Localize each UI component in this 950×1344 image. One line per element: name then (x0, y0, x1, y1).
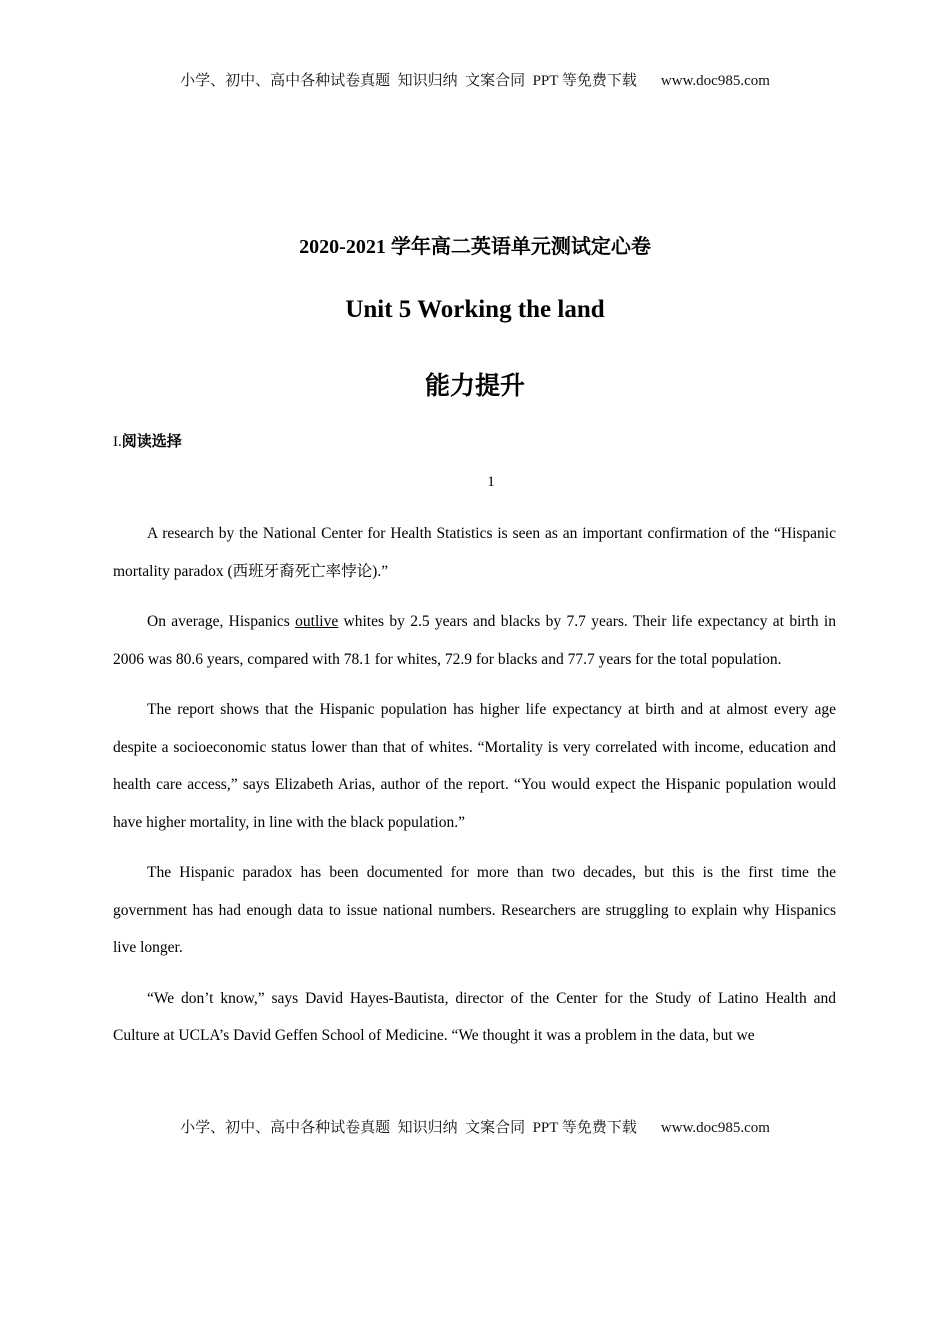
header-text: 小学、初中、高中各种试卷真题 知识归纳 文案合同 PPT 等免费下载 (180, 73, 637, 89)
paragraph-5: “We don’t know,” says David Hayes-Bautista, director of the Center for the Study of Latino Health and Culture at UCLA’s David Geffen School of Medicine. “We thought it was a problem in the data, but we (113, 989, 836, 1044)
section-heading (113, 430, 182, 451)
footer-text: 小学、初中、高中各种试卷真题 知识归纳 文案合同 PPT 等免费下载 (180, 1120, 637, 1136)
header-url[interactable]: www.doc985.com (660, 73, 770, 89)
page-footer (0, 1116, 950, 1137)
page-header (0, 69, 950, 90)
paragraph-2-end: whites by 2.5 years and blacks by 7.7 years. Their life expectancy at birth in 2006 was 80.6 years, compared with 78.1 for whites, 72.9 for blacks and 77.7 years for the total population. (113, 613, 836, 668)
footer-url[interactable]: www.doc985.com (660, 1120, 770, 1136)
underlined-word: outlive (295, 613, 339, 630)
passage-body (113, 515, 836, 1068)
document-title: 2020-2021 学年高二英语单元测试定心卷 (299, 236, 651, 258)
section-prefix: I. (113, 434, 122, 450)
paragraph-4: The Hispanic paradox has been documented for more than two decades, but this is the first time the government has had enough data to issue national numbers. Researchers are struggling to explain why Hispanics live longer. (113, 864, 836, 956)
paragraph-2-start: On average, Hispanics (147, 613, 296, 630)
unit-title: Unit 5 Working the land (345, 296, 605, 323)
passage-number: 1 (487, 474, 495, 490)
section-label: 阅读选择 (121, 432, 182, 450)
level-subtitle: 能力提升 (424, 371, 525, 400)
paragraph-1: A research by the National Center for Health Statistics is seen as an important confirmation of the “Hispanic mortality paradox (西班牙裔死亡率悖论).” (113, 525, 836, 580)
paragraph-3: The report shows that the Hispanic population has higher life expectancy at birth and at almost every age despite a socioeconomic status lower than that of whites. “Mortality is very correlated with income, education and health care access,” says Elizabeth Arias, author of the report. “You would expect the Hispanic population would have higher mortality, in line with the black population.” (113, 701, 836, 831)
paragraph-2 (113, 603, 836, 678)
